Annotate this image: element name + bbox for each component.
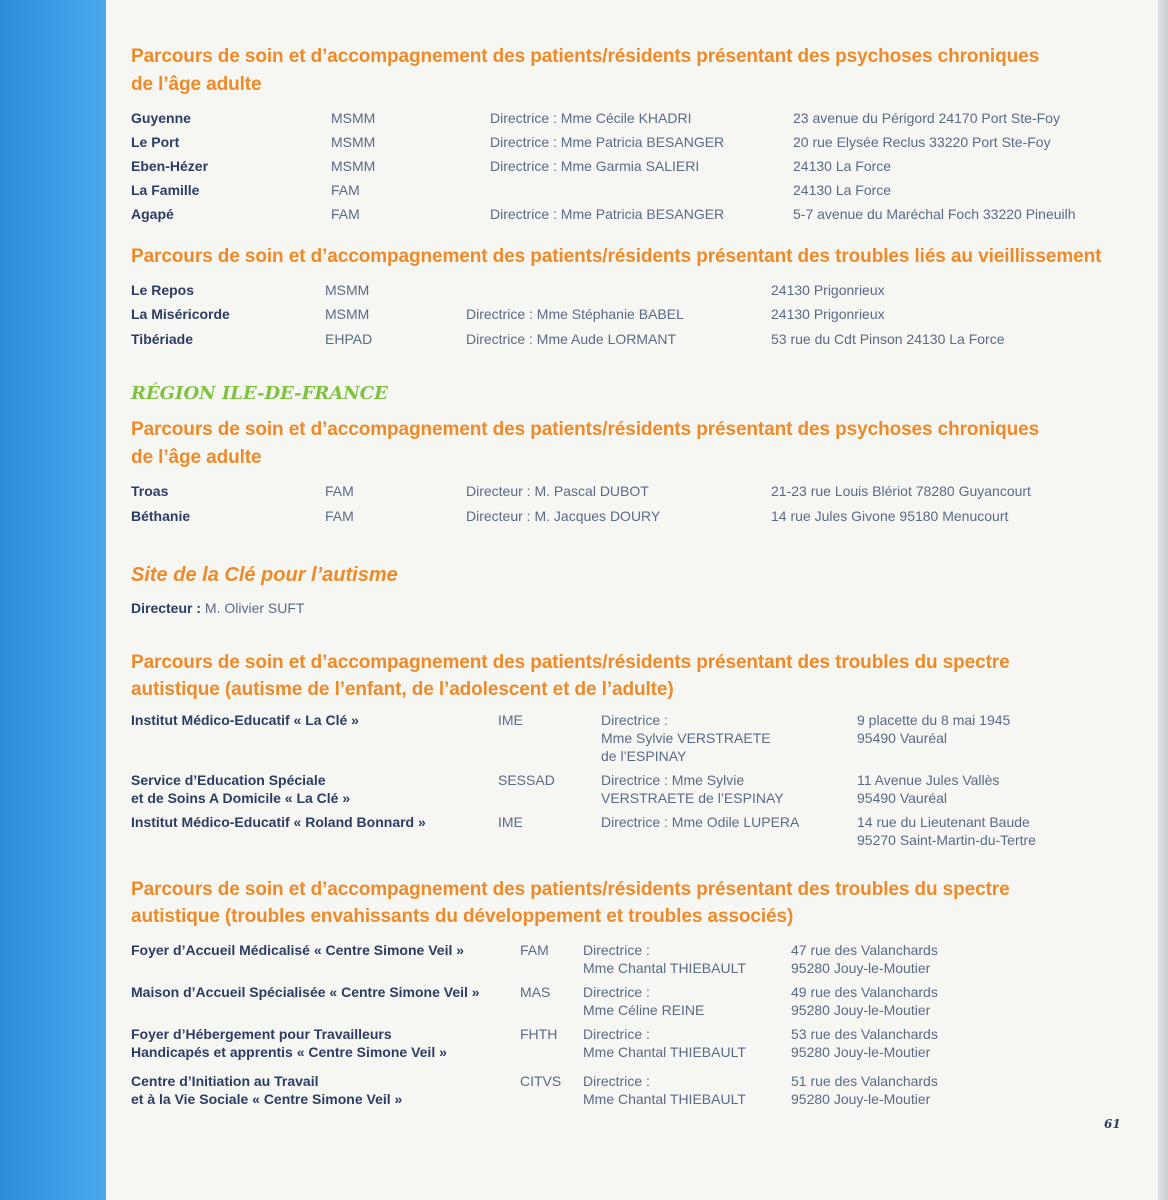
cell-line: 24130 Prigonrieux — [771, 306, 885, 322]
cell-line: Le Repos — [131, 282, 195, 298]
cell-line: 20 rue Elysée Reclus 33220 Port Ste-Foy — [793, 134, 1051, 150]
establishment-name — [131, 1025, 447, 1061]
establishment-address — [857, 771, 999, 807]
establishment-name — [131, 281, 194, 299]
cell-line: Le Port — [131, 134, 180, 150]
cell-line: 24130 Prigonrieux — [771, 282, 885, 298]
establishment-director — [601, 771, 784, 807]
cell-line: Béthanie — [131, 508, 191, 524]
cell-line: Foyer d’Accueil Médicalisé « Centre Simone Veil » — [131, 942, 465, 958]
cell-line: Troas — [131, 483, 169, 499]
director-label: Directeur : — [131, 600, 202, 616]
establishment-name — [131, 133, 179, 151]
establishment-type — [325, 305, 369, 323]
cell-line: EHPAD — [325, 331, 373, 347]
cell-line: FAM — [331, 182, 360, 198]
cell-line: CITVS — [520, 1073, 562, 1089]
section-heading: autistique (autisme de l’enfant, de l’adolescent et de l’adulte) — [131, 679, 674, 700]
establishment-address — [793, 157, 891, 175]
establishment-type — [325, 482, 354, 500]
establishment-type — [331, 205, 360, 223]
cell-line: 47 rue des Valanchards — [791, 942, 938, 958]
cell-line: MSMM — [331, 158, 376, 174]
cell-line: Directeur : M. Pascal DUBOT — [466, 483, 649, 499]
cell-line: FAM — [331, 206, 360, 222]
cell-line: Directrice : Mme Odile LUPERA — [601, 814, 800, 830]
establishment-director — [601, 711, 771, 765]
establishment-name — [131, 813, 426, 831]
cell-line: 49 rue des Valanchards — [791, 984, 938, 1000]
establishment-address — [771, 330, 1005, 348]
cell-line: Mme Chantal THIEBAULT — [583, 1044, 746, 1060]
region-title: RÉGION ILE-DE-FRANCE — [131, 383, 388, 404]
establishment-name — [131, 330, 193, 348]
establishment-address — [771, 281, 885, 299]
cell-line: Directrice : — [583, 984, 650, 1000]
establishment-type — [325, 507, 354, 525]
cell-line: 5-7 avenue du Maréchal Foch 33220 Pineuilh — [793, 206, 1076, 222]
cell-line: Handicapés et apprentis « Centre Simone Veil » — [131, 1044, 447, 1060]
cell-line: Institut Médico-Educatif « Roland Bonnard » — [131, 814, 426, 830]
establishment-name — [131, 771, 350, 807]
establishment-director — [583, 941, 746, 977]
cell-line: Mme Céline REINE — [583, 1002, 705, 1018]
establishment-address — [793, 109, 1060, 127]
cell-line: 24130 La Force — [793, 158, 892, 174]
cell-line: Directrice : Mme Cécile KHADRI — [490, 110, 692, 126]
establishment-name — [131, 1072, 402, 1108]
cell-line: 11 Avenue Jules Vallès — [857, 772, 1000, 788]
establishment-director — [583, 1072, 746, 1108]
establishment-address — [791, 1025, 938, 1061]
cell-line: et de Soins A Domicile « La Clé » — [131, 790, 351, 806]
cell-line: VERSTRAETE de l’ESPINAY — [601, 790, 784, 806]
section-heading: de l’âge adulte — [131, 447, 262, 468]
cell-line: 95490 Vauréal — [857, 790, 948, 806]
cell-line: et à la Vie Sociale « Centre Simone Veil » — [131, 1091, 403, 1107]
establishment-director — [490, 157, 699, 175]
section-heading: autistique (troubles envahissants du développement et troubles associés) — [131, 906, 794, 927]
establishment-address — [857, 813, 1036, 849]
cell-line: MSMM — [325, 282, 370, 298]
section-heading: de l’âge adulte — [131, 74, 262, 95]
page-number: 61 — [1104, 1117, 1121, 1131]
establishment-type — [520, 1025, 557, 1043]
section-heading: Parcours de soin et d’accompagnement des patients/résidents présentant des troubles liés au vieillissement — [131, 246, 1102, 267]
establishment-name — [131, 205, 174, 223]
cell-line: 95280 Jouy-le-Moutier — [791, 1091, 931, 1107]
cell-line: Service d’Education Spéciale — [131, 772, 326, 788]
establishment-type — [325, 330, 372, 348]
establishment-address — [771, 507, 1008, 525]
establishment-address — [857, 711, 1010, 747]
cell-line: MSMM — [331, 110, 376, 126]
establishment-address — [793, 133, 1051, 151]
establishment-address — [793, 205, 1076, 223]
cell-line: Directrice : Mme Sylvie — [601, 772, 745, 788]
cell-line: 14 rue Jules Givone 95180 Menucourt — [771, 508, 1009, 524]
establishment-type — [498, 771, 555, 789]
establishment-director — [466, 482, 649, 500]
establishment-type — [325, 281, 369, 299]
cell-line: 95270 Saint-Martin-du-Tertre — [857, 832, 1036, 848]
establishment-director — [466, 507, 660, 525]
section-heading: Parcours de soin et d’accompagnement des patients/résidents présentant des troubles du spectre — [131, 652, 1010, 673]
cell-line: Mme Sylvie VERSTRAETE — [601, 730, 771, 746]
establishment-address — [791, 1072, 938, 1108]
establishment-type — [520, 941, 549, 959]
cell-line: La Miséricorde — [131, 306, 230, 322]
establishment-director — [490, 205, 724, 223]
cell-line: Directrice : — [601, 712, 668, 728]
cell-line: 9 placette du 8 mai 1945 — [857, 712, 1011, 728]
cell-line: SESSAD — [498, 772, 555, 788]
cell-line: Foyer d’Hébergement pour Travailleurs — [131, 1026, 392, 1042]
establishment-name — [131, 109, 191, 127]
cell-line: 95490 Vauréal — [857, 730, 948, 746]
cell-line: 14 rue du Lieutenant Baude — [857, 814, 1030, 830]
cell-line: 24130 La Force — [793, 182, 892, 198]
establishment-type — [331, 133, 375, 151]
cell-line: Directrice : — [583, 1026, 650, 1042]
cell-line: MAS — [520, 984, 551, 1000]
cell-line: 95280 Jouy-le-Moutier — [791, 1002, 931, 1018]
cell-line: Directrice : — [583, 942, 650, 958]
cell-line: Institut Médico-Educatif « La Clé » — [131, 712, 359, 728]
cell-line: IME — [498, 712, 523, 728]
establishment-type — [498, 813, 523, 831]
cell-line: La Famille — [131, 182, 200, 198]
cell-line: Centre d’Initiation au Travail — [131, 1073, 319, 1089]
establishment-type — [498, 711, 523, 729]
establishment-address — [771, 305, 885, 323]
establishment-address — [771, 482, 1031, 500]
cell-line: 23 avenue du Périgord 24170 Port Ste-Foy — [793, 110, 1060, 126]
establishment-type — [520, 1072, 561, 1090]
cell-line: Guyenne — [131, 110, 191, 126]
cell-line: Directrice : Mme Patricia BESANGER — [490, 206, 725, 222]
cell-line: Directrice : Mme Patricia BESANGER — [490, 134, 725, 150]
section-heading: Parcours de soin et d’accompagnement des patients/résidents présentant des troubles du spectre — [131, 879, 1010, 900]
site-director — [131, 600, 304, 616]
establishment-director — [601, 813, 799, 831]
cell-line: Maison d’Accueil Spécialisée « Centre Simone Veil » — [131, 984, 480, 1000]
establishment-director — [583, 1025, 746, 1061]
cell-line: Tibériade — [131, 331, 193, 347]
cell-line: Directrice : Mme Garmia SALIERI — [490, 158, 700, 174]
establishment-director — [490, 133, 724, 151]
cell-line: FAM — [325, 508, 354, 524]
cell-line: Directrice : Mme Aude LORMANT — [466, 331, 677, 347]
cell-line: 53 rue des Valanchards — [791, 1026, 938, 1042]
establishment-name — [131, 482, 168, 500]
cell-line: FAM — [520, 942, 549, 958]
establishment-director — [490, 109, 691, 127]
establishment-name — [131, 941, 464, 959]
section-heading: Parcours de soin et d’accompagnement des patients/résidents présentant des psychoses chroniques — [131, 419, 1040, 440]
cell-line: Directeur : M. Jacques DOURY — [466, 508, 661, 524]
establishment-address — [791, 941, 938, 977]
establishment-address — [793, 181, 891, 199]
cell-line: Directrice : — [583, 1073, 650, 1089]
cell-line: IME — [498, 814, 523, 830]
establishment-name — [131, 305, 230, 323]
establishment-type — [520, 983, 550, 1001]
cell-line: MSMM — [325, 306, 370, 322]
cell-line: MSMM — [331, 134, 376, 150]
establishment-type — [331, 181, 360, 199]
cell-line: Mme Chantal THIEBAULT — [583, 960, 746, 976]
establishment-name — [131, 711, 359, 729]
cell-line: Directrice : Mme Stéphanie BABEL — [466, 306, 684, 322]
cell-line: de l’ESPINAY — [601, 748, 687, 764]
section-heading: Parcours de soin et d’accompagnement des patients/résidents présentant des psychoses chroniques — [131, 46, 1040, 67]
cell-line: FHTH — [520, 1026, 558, 1042]
cell-line: Mme Chantal THIEBAULT — [583, 1091, 746, 1107]
establishment-director — [583, 983, 704, 1019]
cell-line: Agapé — [131, 206, 174, 222]
site-title: Site de la Clé pour l’autisme — [131, 564, 398, 586]
establishment-type — [331, 109, 375, 127]
establishment-name — [131, 507, 190, 525]
cell-line: 21-23 rue Louis Blériot 78280 Guyancourt — [771, 483, 1031, 499]
cell-line: FAM — [325, 483, 354, 499]
establishment-name — [131, 983, 480, 1001]
cell-line: 95280 Jouy-le-Moutier — [791, 1044, 931, 1060]
establishment-director — [466, 305, 684, 323]
establishment-name — [131, 157, 208, 175]
cell-line: 95280 Jouy-le-Moutier — [791, 960, 931, 976]
cell-line: 51 rue des Valanchards — [791, 1073, 938, 1089]
establishment-address — [791, 983, 938, 1019]
cell-line: 53 rue du Cdt Pinson 24130 La Force — [771, 331, 1005, 347]
establishment-type — [331, 157, 375, 175]
establishment-name — [131, 181, 199, 199]
cell-line: Eben-Hézer — [131, 158, 209, 174]
director-name: M. Olivier SUFT — [204, 600, 305, 616]
establishment-director — [466, 330, 676, 348]
